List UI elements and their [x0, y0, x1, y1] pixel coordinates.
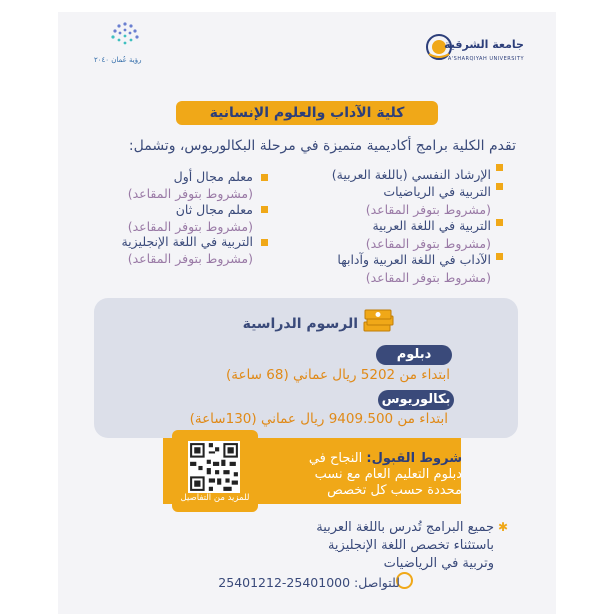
vision-text: رؤية عُمان ٢٠٤٠	[94, 56, 142, 64]
admission-line3: محددة حسب كل تخصص	[327, 483, 462, 498]
star-icon: ✱	[498, 520, 509, 534]
university-logo	[420, 30, 524, 70]
bullet-icon	[496, 164, 503, 171]
contact-phones[interactable]: 25401212-25401000	[218, 575, 351, 590]
admission-label: شروط القبول:	[366, 451, 462, 466]
diploma-label: دبلوم	[376, 345, 452, 365]
bachelor-label: بكالوريوس	[378, 390, 454, 410]
bullet-icon	[496, 219, 503, 226]
contact-line	[218, 575, 400, 590]
admission-line2: دبلوم التعليم العام مع نسب	[314, 467, 462, 482]
admission-text	[309, 451, 462, 499]
page-title: كلية الآداب والعلوم الإنسانية	[176, 101, 438, 125]
bullet-icon	[261, 174, 268, 181]
fees-heading: الرسوم الدراسية	[242, 316, 358, 332]
bullet-icon	[496, 183, 503, 190]
program-note: (مشروط بتوفر المقاعد)	[127, 186, 253, 201]
vision-logo	[94, 20, 164, 70]
program-note: (مشروط بتوفر المقاعد)	[365, 270, 491, 285]
program-item: التربية في اللغة الإنجليزية	[121, 234, 253, 249]
admission-line1: النجاح في	[308, 451, 363, 466]
program-note: (مشروط بتوفر المقاعد)	[365, 202, 491, 217]
program-item: معلم مجال ثان	[175, 202, 253, 217]
note-line1: جميع البرامج تُدرس باللغة العربية	[316, 520, 494, 535]
money-stack-icon	[362, 308, 396, 334]
intro-text: تقدم الكلية برامج أكاديمية متميزة في مرحلة البكالوريوس، وتشمل:	[128, 138, 516, 154]
university-name-en: A'SHARQIYAH UNIVERSITY	[447, 56, 524, 62]
note-line2: باستثناء تخصص اللغة الإنجليزية	[327, 538, 494, 553]
program-note: (مشروط بتوفر المقاعد)	[365, 236, 491, 251]
program-note: (مشروط بتوفر المقاعد)	[127, 219, 253, 234]
bullet-icon	[496, 253, 503, 260]
university-name-ar: جامعة الشرقية	[444, 38, 524, 51]
qr-code-icon[interactable]	[188, 441, 240, 493]
bullet-icon	[261, 206, 268, 213]
vision-emblem-icon	[104, 20, 146, 56]
language-note	[316, 519, 494, 573]
program-item: الآداب في اللغة العربية وآدابها	[337, 252, 491, 267]
bachelor-fee: ابتداء من 9409.500 ريال عماني (130ساعة)	[189, 411, 448, 427]
program-item: التربية في الرياضيات	[383, 184, 491, 199]
program-item: الإرشاد النفسي (باللغة العربية)	[331, 167, 491, 182]
program-note: (مشروط بتوفر المقاعد)	[127, 251, 253, 266]
program-item: معلم مجال أول	[173, 169, 253, 184]
bullet-icon	[261, 239, 268, 246]
diploma-fee: ابتداء من 5202 ريال عماني (68 ساعة)	[225, 367, 450, 383]
qr-caption: للمزيد من التفاصيل	[180, 493, 250, 503]
note-line3: وتربية في الرياضيات	[383, 556, 494, 571]
program-item: التربية في اللغة العربية	[372, 218, 491, 233]
contact-label: للتواصل:	[354, 575, 400, 590]
